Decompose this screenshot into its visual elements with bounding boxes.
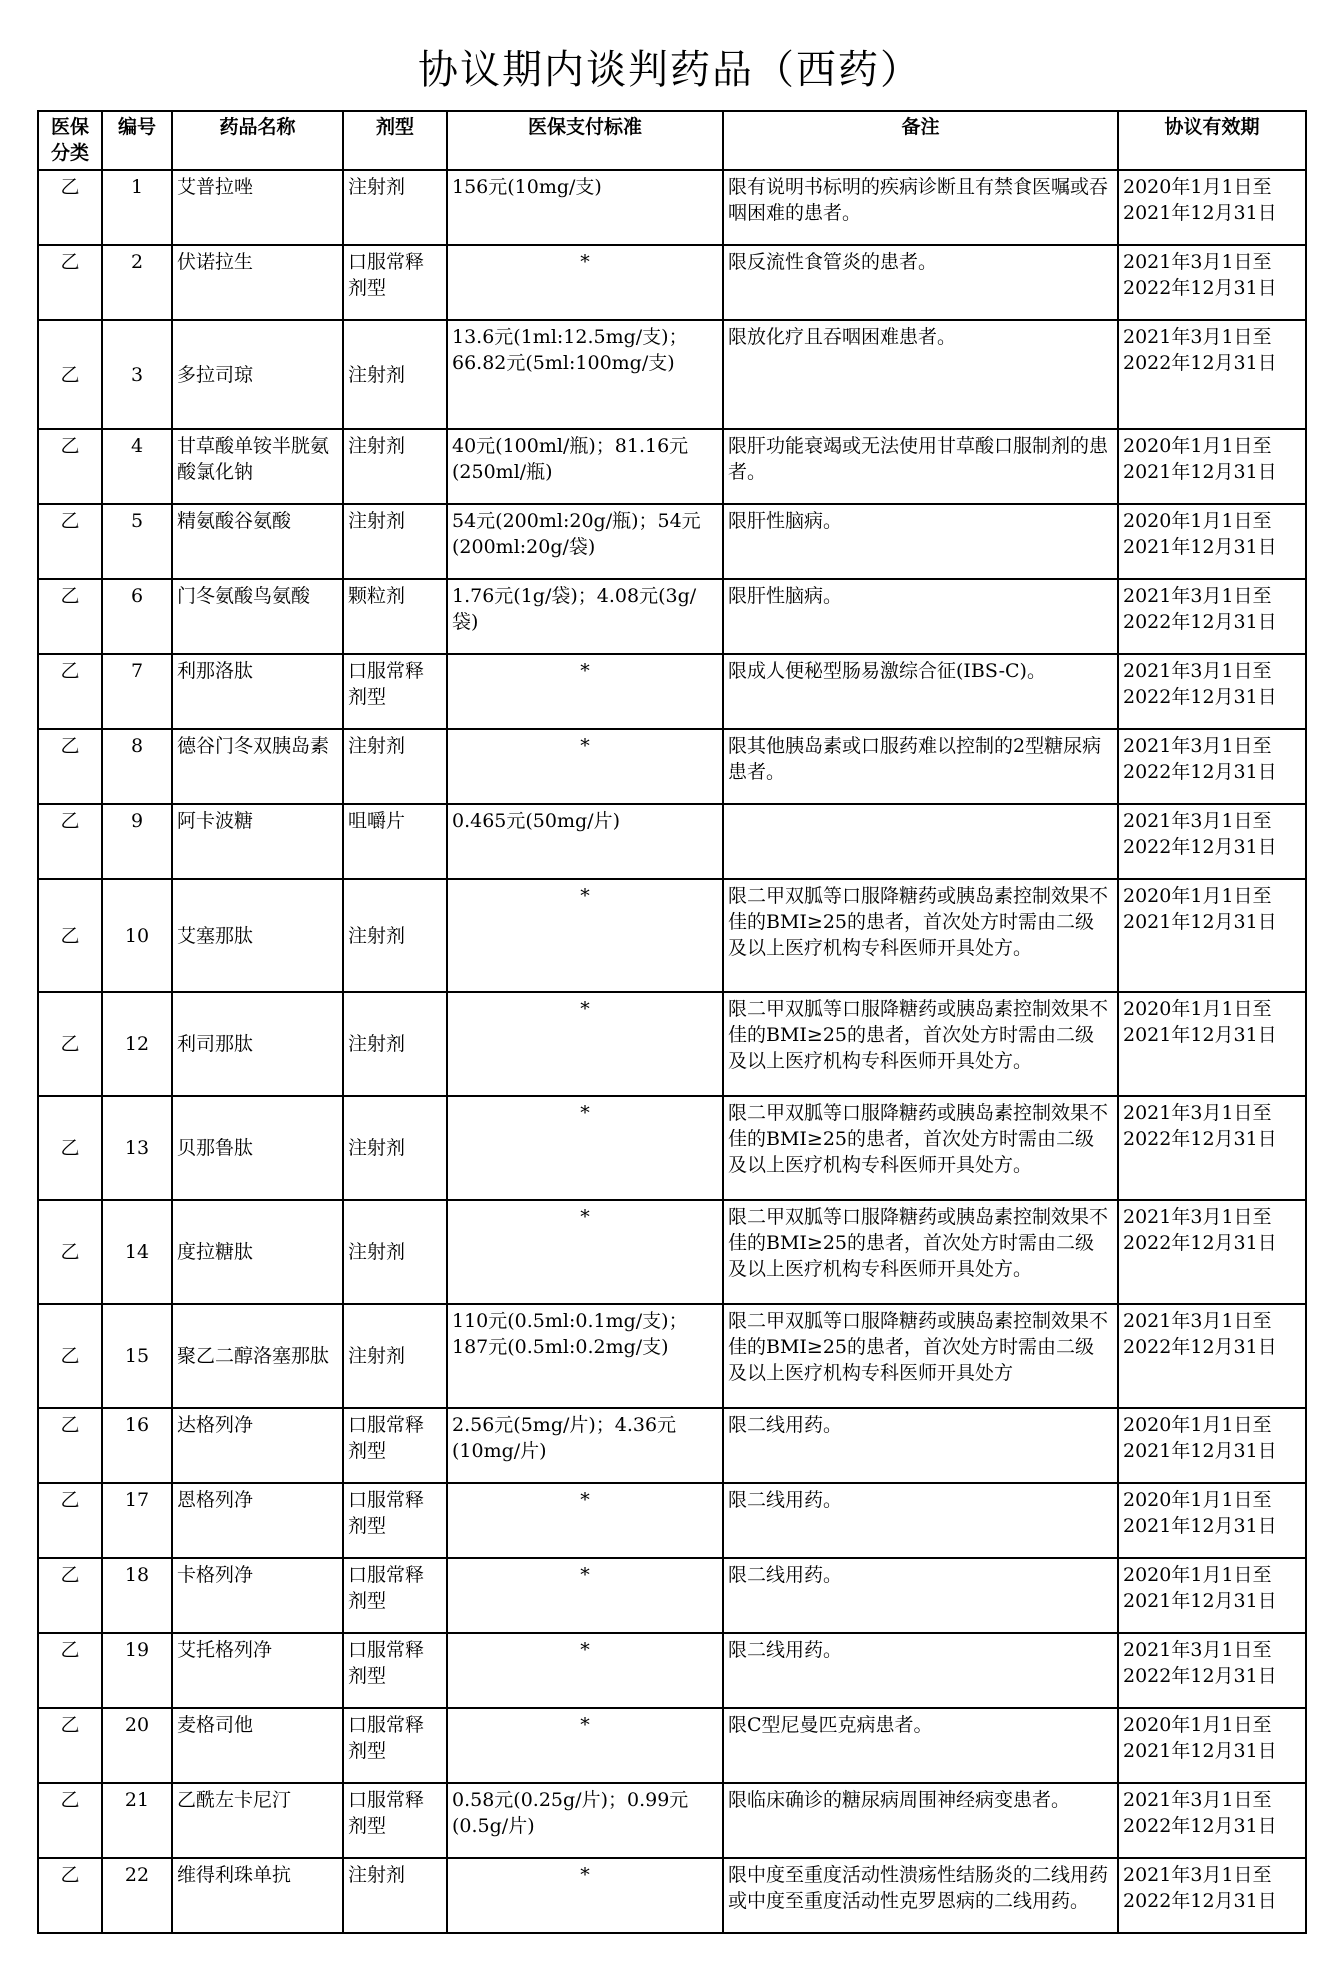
cell-dosage-form: 口服常释剂型 [343,654,447,729]
cell-remark: 限C型尼曼匹克病患者。 [723,1708,1118,1783]
cell-validity-period: 2021年3月1日至2022年12月31日 [1118,320,1306,429]
cell-drug-name: 甘草酸单铵半胱氨酸氯化钠 [172,429,343,504]
cell-dosage-form: 注射剂 [343,1096,447,1200]
cell-payment-standard: * [447,879,723,992]
cell-validity-period: 2021年3月1日至2022年12月31日 [1118,1096,1306,1200]
table-row [38,1096,1306,1200]
cell-dosage-form: 注射剂 [343,729,447,804]
cell-remark: 限二甲双胍等口服降糖药或胰岛素控制效果不佳的BMI≥25的患者，首次处方时需由二级及以上医疗机构专科医师开具处方 [723,1304,1118,1408]
cell-payment-standard: 156元(10mg/支) [447,170,723,245]
cell-drug-name: 贝那鲁肽 [172,1096,343,1200]
cell-remark: 限二线用药。 [723,1558,1118,1633]
table-row [38,1408,1306,1483]
cell-remark: 限二线用药。 [723,1408,1118,1483]
cell-category: 乙 [38,729,102,804]
cell-remark: 限成人便秘型肠易激综合征(IBS-C)。 [723,654,1118,729]
cell-payment-standard: 54元(200ml:20g/瓶)；54元(200ml:20g/袋) [447,504,723,579]
header-name: 药品名称 [172,111,343,170]
cell-drug-name: 艾托格列净 [172,1633,343,1708]
cell-category: 乙 [38,1096,102,1200]
cell-number: 9 [102,804,172,879]
table-row [38,992,1306,1096]
cell-drug-name: 门冬氨酸鸟氨酸 [172,579,343,654]
header-remark: 备注 [723,111,1118,170]
cell-drug-name: 精氨酸谷氨酸 [172,504,343,579]
cell-payment-standard: * [447,1096,723,1200]
cell-number: 1 [102,170,172,245]
cell-remark: 限二甲双胍等口服降糖药或胰岛素控制效果不佳的BMI≥25的患者，首次处方时需由二级及以上医疗机构专科医师开具处方。 [723,992,1118,1096]
cell-payment-standard: 0.465元(50mg/片) [447,804,723,879]
cell-number: 2 [102,245,172,320]
cell-category: 乙 [38,504,102,579]
cell-remark [723,804,1118,879]
cell-validity-period: 2020年1月1日至2021年12月31日 [1118,504,1306,579]
cell-category: 乙 [38,429,102,504]
cell-drug-name: 乙酰左卡尼汀 [172,1783,343,1858]
cell-drug-name: 伏诺拉生 [172,245,343,320]
table-row [38,579,1306,654]
cell-number: 15 [102,1304,172,1408]
cell-drug-name: 艾普拉唑 [172,170,343,245]
cell-category: 乙 [38,1558,102,1633]
cell-remark: 限肝性脑病。 [723,579,1118,654]
table-row [38,1304,1306,1408]
cell-category: 乙 [38,1708,102,1783]
cell-payment-standard: * [447,729,723,804]
cell-drug-name: 度拉糖肽 [172,1200,343,1304]
table-row [38,429,1306,504]
cell-dosage-form: 注射剂 [343,992,447,1096]
cell-remark: 限临床确诊的糖尿病周围神经病变患者。 [723,1783,1118,1858]
header-standard: 医保支付标准 [447,111,723,170]
cell-category: 乙 [38,1633,102,1708]
cell-validity-period: 2021年3月1日至2022年12月31日 [1118,1200,1306,1304]
cell-category: 乙 [38,1858,102,1933]
cell-number: 4 [102,429,172,504]
cell-dosage-form: 口服常释剂型 [343,1408,447,1483]
cell-validity-period: 2020年1月1日至2021年12月31日 [1118,1558,1306,1633]
cell-validity-period: 2021年3月1日至2022年12月31日 [1118,1304,1306,1408]
cell-category: 乙 [38,992,102,1096]
cell-payment-standard: * [447,1483,723,1558]
cell-validity-period: 2020年1月1日至2021年12月31日 [1118,992,1306,1096]
cell-dosage-form: 口服常释剂型 [343,1783,447,1858]
cell-payment-standard: * [447,654,723,729]
cell-dosage-form: 注射剂 [343,170,447,245]
cell-category: 乙 [38,1200,102,1304]
cell-payment-standard: * [447,1558,723,1633]
cell-category: 乙 [38,245,102,320]
cell-number: 21 [102,1783,172,1858]
table-row [38,245,1306,320]
cell-drug-name: 多拉司琼 [172,320,343,429]
cell-payment-standard: 40元(100ml/瓶)；81.16元(250ml/瓶) [447,429,723,504]
table-row [38,804,1306,879]
drug-table [37,110,1307,1934]
cell-dosage-form: 颗粒剂 [343,579,447,654]
cell-remark: 限二甲双胍等口服降糖药或胰岛素控制效果不佳的BMI≥25的患者，首次处方时需由二级及以上医疗机构专科医师开具处方。 [723,1096,1118,1200]
table-row [38,320,1306,429]
cell-number: 3 [102,320,172,429]
cell-payment-standard: 13.6元(1ml:12.5mg/支)；66.82元(5ml:100mg/支) [447,320,723,429]
cell-category: 乙 [38,1408,102,1483]
cell-dosage-form: 口服常释剂型 [343,245,447,320]
header-number: 编号 [102,111,172,170]
cell-remark: 限二线用药。 [723,1633,1118,1708]
cell-category: 乙 [38,804,102,879]
cell-validity-period: 2020年1月1日至2021年12月31日 [1118,1708,1306,1783]
table-row [38,1858,1306,1933]
cell-category: 乙 [38,654,102,729]
table-row [38,654,1306,729]
cell-validity-period: 2020年1月1日至2021年12月31日 [1118,879,1306,992]
header-category: 医保分类 [38,111,102,170]
cell-remark: 限有说明书标明的疾病诊断且有禁食医嘱或吞咽困难的患者。 [723,170,1118,245]
cell-payment-standard: * [447,1200,723,1304]
cell-number: 14 [102,1200,172,1304]
cell-validity-period: 2020年1月1日至2021年12月31日 [1118,1408,1306,1483]
cell-category: 乙 [38,1783,102,1858]
cell-number: 8 [102,729,172,804]
cell-number: 20 [102,1708,172,1783]
cell-validity-period: 2021年3月1日至2022年12月31日 [1118,1858,1306,1933]
cell-number: 16 [102,1408,172,1483]
cell-payment-standard: * [447,1633,723,1708]
table-row [38,1558,1306,1633]
cell-number: 10 [102,879,172,992]
cell-payment-standard: * [447,1858,723,1933]
cell-dosage-form: 口服常释剂型 [343,1633,447,1708]
cell-category: 乙 [38,170,102,245]
cell-number: 6 [102,579,172,654]
cell-dosage-form: 注射剂 [343,1858,447,1933]
header-form: 剂型 [343,111,447,170]
cell-remark: 限二线用药。 [723,1483,1118,1558]
cell-dosage-form: 注射剂 [343,1304,447,1408]
cell-dosage-form: 口服常释剂型 [343,1558,447,1633]
cell-dosage-form: 注射剂 [343,879,447,992]
table-row [38,170,1306,245]
cell-validity-period: 2021年3月1日至2022年12月31日 [1118,654,1306,729]
cell-payment-standard: * [447,992,723,1096]
cell-category: 乙 [38,1483,102,1558]
cell-number: 13 [102,1096,172,1200]
cell-drug-name: 麦格司他 [172,1708,343,1783]
table-row [38,1783,1306,1858]
cell-validity-period: 2021年3月1日至2022年12月31日 [1118,245,1306,320]
cell-drug-name: 利司那肽 [172,992,343,1096]
cell-category: 乙 [38,1304,102,1408]
cell-remark: 限二甲双胍等口服降糖药或胰岛素控制效果不佳的BMI≥25的患者，首次处方时需由二级及以上医疗机构专科医师开具处方。 [723,1200,1118,1304]
table-row [38,1708,1306,1783]
cell-validity-period: 2021年3月1日至2022年12月31日 [1118,729,1306,804]
cell-number: 12 [102,992,172,1096]
cell-validity-period: 2020年1月1日至2021年12月31日 [1118,429,1306,504]
cell-remark: 限肝性脑病。 [723,504,1118,579]
cell-remark: 限中度至重度活动性溃疡性结肠炎的二线用药或中度至重度活动性克罗恩病的二线用药。 [723,1858,1118,1933]
table-row [38,504,1306,579]
cell-number: 19 [102,1633,172,1708]
cell-validity-period: 2021年3月1日至2022年12月31日 [1118,804,1306,879]
cell-number: 22 [102,1858,172,1933]
cell-payment-standard: * [447,245,723,320]
cell-category: 乙 [38,320,102,429]
cell-number: 5 [102,504,172,579]
cell-payment-standard: 1.76元(1g/袋)；4.08元(3g/袋) [447,579,723,654]
cell-number: 18 [102,1558,172,1633]
cell-dosage-form: 口服常释剂型 [343,1483,447,1558]
cell-validity-period: 2020年1月1日至2021年12月31日 [1118,1483,1306,1558]
table-row [38,1483,1306,1558]
table-row [38,1633,1306,1708]
cell-drug-name: 艾塞那肽 [172,879,343,992]
cell-remark: 限其他胰岛素或口服药难以控制的2型糖尿病患者。 [723,729,1118,804]
table-row [38,1200,1306,1304]
cell-remark: 限肝功能衰竭或无法使用甘草酸口服制剂的患者。 [723,429,1118,504]
cell-payment-standard: * [447,1708,723,1783]
header-period: 协议有效期 [1118,111,1306,170]
table-row [38,879,1306,992]
cell-validity-period: 2021年3月1日至2022年12月31日 [1118,1633,1306,1708]
cell-payment-standard: 110元(0.5ml:0.1mg/支)； 187元(0.5ml:0.2mg/支) [447,1304,723,1408]
cell-dosage-form: 咀嚼片 [343,804,447,879]
cell-drug-name: 聚乙二醇洛塞那肽 [172,1304,343,1408]
cell-dosage-form: 注射剂 [343,504,447,579]
cell-dosage-form: 注射剂 [343,1200,447,1304]
cell-remark: 限反流性食管炎的患者。 [723,245,1118,320]
cell-dosage-form: 注射剂 [343,429,447,504]
cell-dosage-form: 注射剂 [343,320,447,429]
cell-drug-name: 阿卡波糖 [172,804,343,879]
table-row [38,729,1306,804]
cell-drug-name: 达格列净 [172,1408,343,1483]
cell-drug-name: 德谷门冬双胰岛素 [172,729,343,804]
cell-drug-name: 恩格列净 [172,1483,343,1558]
cell-payment-standard: 2.56元(5mg/片)；4.36元(10mg/片) [447,1408,723,1483]
cell-remark: 限放化疗且吞咽困难患者。 [723,320,1118,429]
cell-drug-name: 卡格列净 [172,1558,343,1633]
cell-drug-name: 利那洛肽 [172,654,343,729]
cell-number: 17 [102,1483,172,1558]
page-title: 协议期内谈判药品（西药） [418,47,922,93]
cell-dosage-form: 口服常释剂型 [343,1708,447,1783]
cell-validity-period: 2021年3月1日至2022年12月31日 [1118,1783,1306,1858]
cell-validity-period: 2020年1月1日至2021年12月31日 [1118,170,1306,245]
cell-category: 乙 [38,579,102,654]
header-row [38,111,1306,170]
cell-drug-name: 维得利珠单抗 [172,1858,343,1933]
cell-validity-period: 2021年3月1日至2022年12月31日 [1118,579,1306,654]
cell-payment-standard: 0.58元(0.25g/片)；0.99元(0.5g/片) [447,1783,723,1858]
cell-category: 乙 [38,879,102,992]
cell-number: 7 [102,654,172,729]
cell-remark: 限二甲双胍等口服降糖药或胰岛素控制效果不佳的BMI≥25的患者，首次处方时需由二级及以上医疗机构专科医师开具处方。 [723,879,1118,992]
